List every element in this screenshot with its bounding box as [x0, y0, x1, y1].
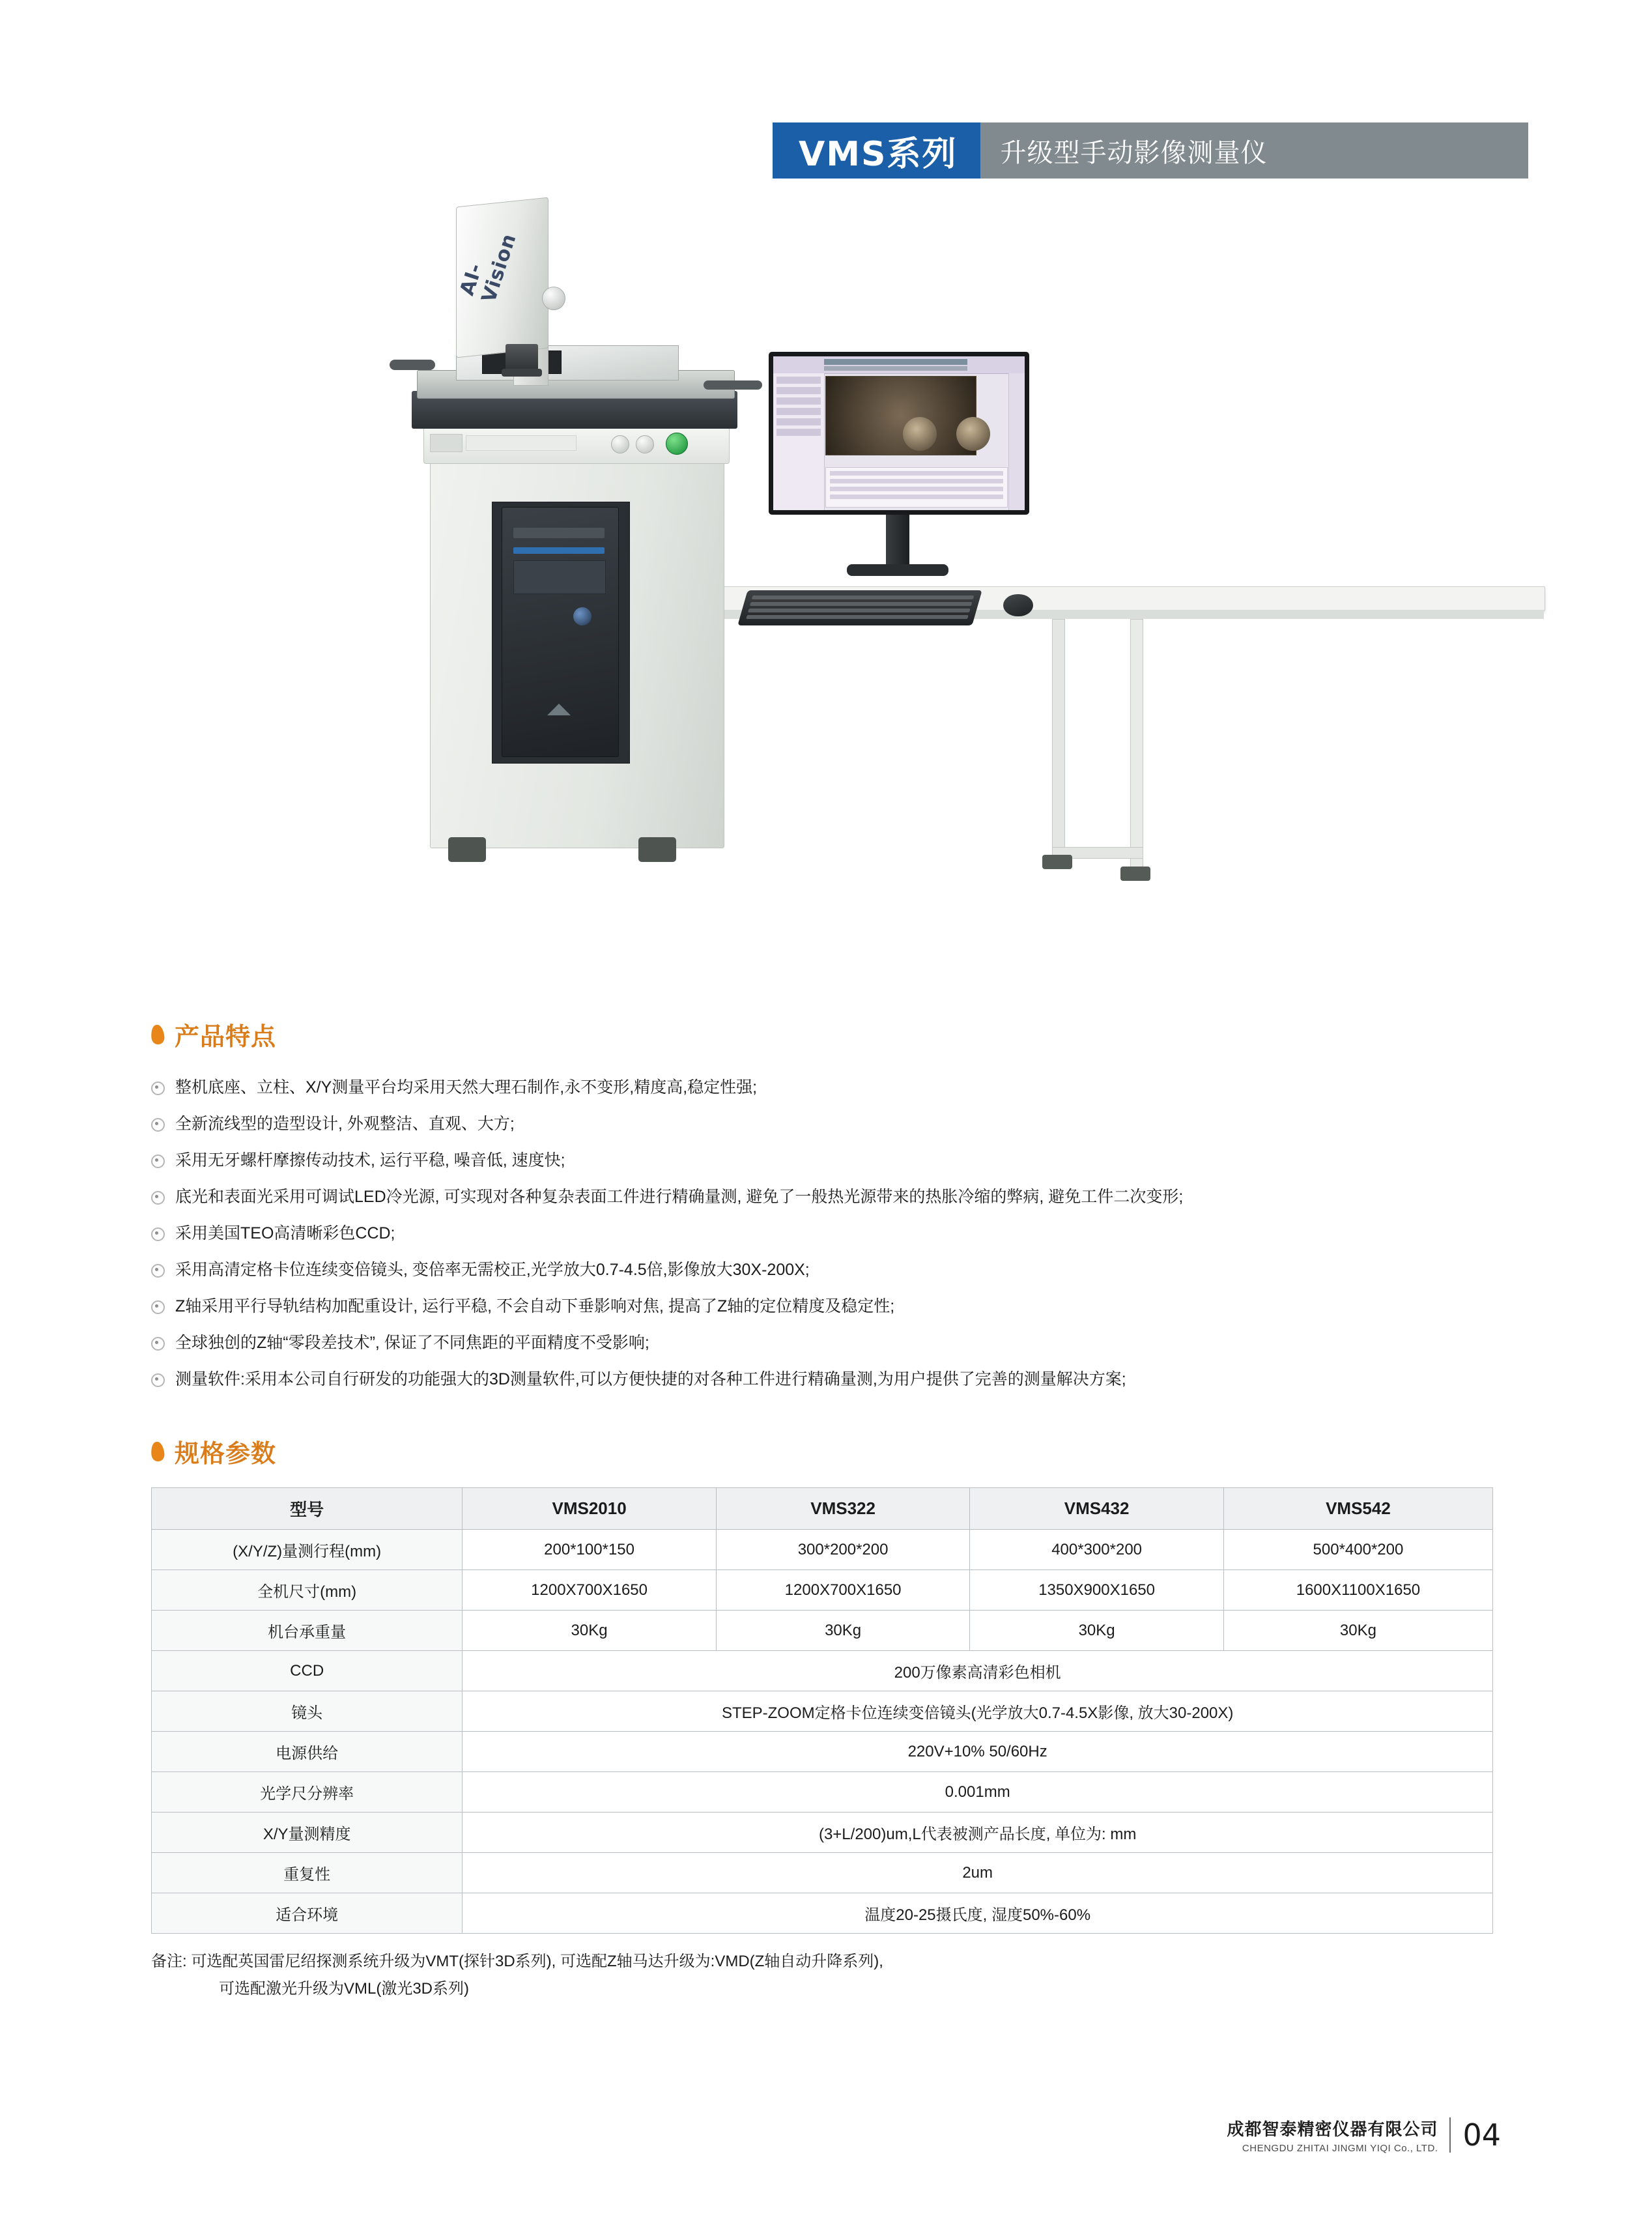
ring-light-icon: [502, 369, 542, 377]
row-label: 机台承重量: [152, 1611, 463, 1651]
feature-text: 整机底座、立柱、X/Y测量平台均采用天然大理石制作,永不变形,精度高,稳定性强;: [175, 1078, 758, 1096]
product-photo: [352, 195, 1303, 964]
list-item: [151, 1215, 1545, 1252]
row-label: 全机尺寸(mm): [152, 1570, 463, 1611]
row-value: 300*200*200: [716, 1530, 970, 1570]
row-label: X/Y量测精度: [152, 1813, 463, 1853]
measurement-image-view: [825, 376, 976, 455]
software-results-panel: [825, 467, 1008, 508]
table-header-row: [152, 1488, 1493, 1530]
cabinet-foot-right: [638, 837, 676, 862]
bullet-icon: [151, 1118, 165, 1132]
bullet-icon: [151, 1373, 165, 1387]
side-panel-row: [776, 418, 821, 425]
monitor-screen: [773, 356, 1025, 510]
row-value: 30Kg: [1223, 1611, 1492, 1651]
page-number: 04: [1462, 2117, 1501, 2153]
header-banner: [773, 122, 1528, 179]
list-item: [151, 1106, 1545, 1142]
series-title: VMS系列: [773, 122, 980, 179]
column-header: VMS2010: [463, 1488, 717, 1530]
list-item: [151, 1069, 1545, 1106]
side-panel-row: [776, 377, 821, 384]
row-value: 1200X700X1650: [716, 1570, 970, 1611]
results-row: [830, 479, 1003, 483]
power-button-icon: [573, 607, 591, 625]
table-row: [152, 1530, 1493, 1570]
features-heading: [151, 1016, 1545, 1052]
list-item: [151, 1252, 1545, 1288]
feature-text: 采用高清定格卡位连续变倍镜头, 变倍率无需校正,光学放大0.7-4.5倍,影像放大30X-200X;: [175, 1261, 810, 1279]
software-side-panel: [773, 373, 825, 510]
table-row: [152, 1813, 1493, 1853]
list-item: [151, 1361, 1545, 1398]
row-label: 光学尺分辨率: [152, 1772, 463, 1813]
feature-text: 全新流线型的造型设计, 外观整洁、直观、大方;: [175, 1115, 515, 1133]
bullet-icon: [151, 1154, 165, 1168]
side-panel-row: [776, 408, 821, 415]
note-line-1: 备注: 可选配英国雷尼绍探测系统升级为VMT(探针3D系列), 可选配Z轴马达升级为:VMD(Z轴自动升降系列),: [151, 1953, 883, 1970]
bullet-icon: [151, 1337, 165, 1351]
features-section: [151, 1016, 1545, 1398]
stage-handle-right: [704, 380, 762, 390]
software-toolbar: [773, 356, 1025, 374]
footer: [1227, 2116, 1501, 2154]
specs-note: [151, 1948, 1545, 2003]
row-value: 1350X900X1650: [970, 1570, 1224, 1611]
workbench-foot-right: [1120, 867, 1150, 881]
control-panel-brand-plate: [430, 434, 463, 452]
results-row: [830, 494, 1003, 499]
row-value: 1200X700X1650: [463, 1570, 717, 1611]
workpiece-hole-icon: [903, 417, 937, 451]
row-label: 重复性: [152, 1853, 463, 1893]
pc-tower: [502, 507, 619, 757]
row-value: 220V+10% 50/60Hz: [463, 1732, 1493, 1772]
keyboard-row: [748, 609, 971, 612]
row-value: 2um: [463, 1853, 1493, 1893]
results-row: [830, 487, 1003, 491]
green-power-knob-icon: [666, 433, 688, 455]
features-heading-label: 产品特点: [175, 1024, 277, 1051]
keyboard: [737, 590, 982, 625]
bullet-icon: [151, 1082, 165, 1095]
results-row: [830, 471, 1003, 476]
row-label: 镜头: [152, 1691, 463, 1732]
side-panel-row: [776, 397, 821, 405]
list-item: [151, 1325, 1545, 1361]
keyboard-row: [746, 615, 969, 619]
row-value: 30Kg: [463, 1611, 717, 1651]
focus-knob-icon: [542, 287, 565, 310]
company-block: [1227, 2116, 1438, 2154]
company-name-en: CHENGDU ZHITAI JINGMI YIQI Co., LTD.: [1242, 2143, 1438, 2154]
table-row: [152, 1772, 1493, 1813]
row-value: 1600X1100X1650: [1223, 1570, 1492, 1611]
machine-brand-label: AI-Vision: [455, 231, 521, 306]
bullet-icon: [151, 1264, 165, 1278]
row-value: 200*100*150: [463, 1530, 717, 1570]
column-header: VMS322: [716, 1488, 970, 1530]
specs-heading: [151, 1433, 1545, 1469]
list-item: [151, 1142, 1545, 1179]
feature-text: 测量软件:采用本公司自行研发的功能强大的3D测量软件,可以方便快捷的对各种工件进行精确量测,为用户提供了完善的测量解决方案;: [175, 1370, 1126, 1388]
monitor: [769, 352, 1029, 515]
monitor-stand-base: [847, 564, 948, 576]
row-label: CCD: [152, 1651, 463, 1691]
keyboard-keys: [746, 595, 975, 620]
pc-front-panel: [513, 560, 606, 594]
stage-handle-left: [390, 360, 435, 370]
table-row: [152, 1853, 1493, 1893]
keyboard-row: [750, 602, 973, 606]
zoom-lens-icon: [506, 344, 538, 370]
workpiece-hole-icon: [956, 417, 990, 451]
list-item: [151, 1179, 1545, 1215]
control-panel-label: [466, 435, 577, 451]
pc-front-stripe: [513, 547, 605, 554]
table-row: [152, 1691, 1493, 1732]
cabinet-foot-left: [448, 837, 486, 862]
feature-text: 采用无牙螺杆摩擦传动技术, 运行平稳, 噪音低, 速度快;: [175, 1151, 565, 1169]
column-header: 型号: [152, 1488, 463, 1530]
specs-table: [151, 1487, 1493, 1934]
keyboard-row: [752, 595, 975, 599]
table-row: [152, 1570, 1493, 1611]
features-list: [151, 1069, 1545, 1398]
row-value: 500*400*200: [1223, 1530, 1492, 1570]
column-header: VMS432: [970, 1488, 1224, 1530]
flame-icon: [150, 1441, 165, 1462]
table-row: [152, 1893, 1493, 1934]
bullet-icon: [151, 1191, 165, 1205]
row-value: 200万像素高清彩色相机: [463, 1651, 1493, 1691]
table-row: [152, 1611, 1493, 1651]
pc-optical-drive: [513, 528, 605, 538]
bullet-icon: [151, 1300, 165, 1314]
bullet-icon: [151, 1227, 165, 1241]
row-value: STEP-ZOOM定格卡位连续变倍镜头(光学放大0.7-4.5X影像, 放大30-200X): [463, 1691, 1493, 1732]
row-label: 适合环境: [152, 1893, 463, 1934]
column-header: VMS542: [1223, 1488, 1492, 1530]
row-value: 温度20-25摄氏度, 湿度50%-60%: [463, 1893, 1493, 1934]
series-subtitle: 升级型手动影像测量仪: [980, 122, 1528, 179]
specs-section: [151, 1433, 1545, 2003]
row-value: 30Kg: [970, 1611, 1224, 1651]
list-item: [151, 1288, 1545, 1325]
software-right-panel: [1008, 373, 1025, 510]
toolbar-row-1: [824, 359, 967, 365]
toolbar-row-2: [824, 366, 967, 371]
workbench-leg-right: [1130, 619, 1143, 874]
company-name-cn: 成都智泰精密仪器有限公司: [1227, 2119, 1438, 2139]
row-label: 电源供给: [152, 1732, 463, 1772]
mouse: [1003, 594, 1033, 616]
row-value: 0.001mm: [463, 1772, 1493, 1813]
workbench-leg-left: [1052, 619, 1065, 861]
side-panel-row: [776, 429, 821, 436]
table-row: [152, 1732, 1493, 1772]
feature-text: 底光和表面光采用可调试LED冷光源, 可实现对各种复杂表面工件进行精确量测, 避免了一般热光源带来的热胀冷缩的弊病, 避免工件二次变形;: [175, 1188, 1184, 1206]
flame-icon: [150, 1024, 165, 1045]
control-knob-icon: [611, 435, 629, 453]
note-line-2: 可选配激光升级为VML(激光3D系列): [219, 1980, 470, 1998]
feature-text: Z轴采用平行导轨结构加配重设计, 运行平稳, 不会自动下垂影响对焦, 提高了Z轴的定位精度及稳定性;: [175, 1297, 895, 1315]
specs-heading-label: 规格参数: [175, 1440, 277, 1468]
footer-divider: [1449, 2117, 1451, 2153]
monitor-stand-neck: [886, 515, 909, 566]
row-value: 30Kg: [716, 1611, 970, 1651]
side-panel-row: [776, 387, 821, 394]
table-row: [152, 1651, 1493, 1691]
row-label: (X/Y/Z)量测行程(mm): [152, 1530, 463, 1570]
row-value: (3+L/200)um,L代表被测产品长度, 单位为: mm: [463, 1813, 1493, 1853]
control-knob-icon: [636, 435, 654, 453]
feature-text: 采用美国TEO高清晰彩色CCD;: [175, 1224, 395, 1242]
workbench-foot-left: [1042, 855, 1072, 869]
row-value: 400*300*200: [970, 1530, 1224, 1570]
feature-text: 全球独创的Z轴“零段差技术”, 保证了不同焦距的平面精度不受影响;: [175, 1334, 649, 1352]
